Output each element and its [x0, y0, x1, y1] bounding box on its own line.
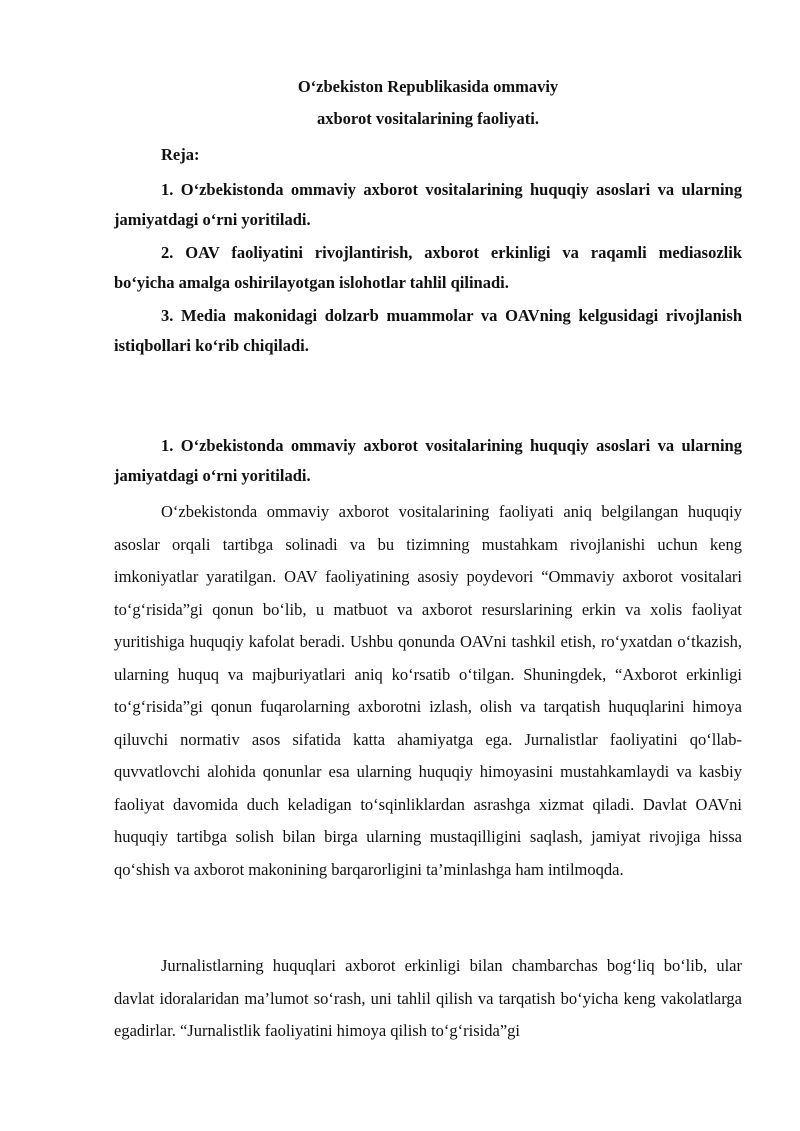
section-heading: 1. O‘zbekistonda ommaviy axborot vositalarining huquqiy asoslari va ularning jamiyatdagi o‘rni yoritiladi.	[114, 436, 742, 485]
plan-item-3: 3. Media makonidagi dolzarb muammolar va OAVning kelgusidagi rivojlanish istiqbollari ko‘rib chiqiladi.	[114, 306, 742, 355]
document-title-line-1: O‘zbekiston Republikasida ommaviy	[297, 77, 559, 96]
body-paragraph-1: O‘zbekistonda ommaviy axborot vositalarining faoliyati aniq belgilangan huquqiy asoslar orqali tartibga solinadi va bu tizimning mustahkam rivojlanishi uchun keng imkoniyatlar yaratilgan. OAV faoliyatining asosiy poydevori “Ommaviy axborot vositalari to‘g‘risida”gi qonun bo‘lib, u matbuot va axborot resurslarining erkin va xolis faoliyat yuritishiga huquqiy kafolat beradi. Ushbu qonunda OAVni tashkil etish, ro‘yxatdan o‘tkazish, ularning huquq va majburiyatlari aniq ko‘rsatib o‘tilgan. Shuningdek, “Axborot erkinligi to‘g‘risida”gi qonun fuqarolarning axborotni izlash, olish va tarqatish huquqlarini himoya qiluvchi normativ asos sifatida katta ahamiyatga ega. Jurnalistlar faoliyatini qo‘llab-quvvatlovchi alohida qonunlar esa ularning huquqiy himoyasini mustahkamlaydi va kasbiy faoliyat davomida duch keladigan to‘sqinliklardan asrashga xizmat qiladi. Davlat OAVni huquqiy tartibga solish bilan birga ularning mustaqilligini saqlash, jamiyat rivojiga hissa qo‘shish va axborot makonining barqarorligini ta’minlashga ham intilmoqda.	[114, 502, 742, 879]
plan-label: Reja:	[161, 145, 200, 164]
plan-item-2: 2. OAV faoliyatini rivojlantirish, axborot erkinligi va raqamli mediasozlik bo‘yicha amalga oshirilayotgan islohotlar tahlil qilinadi.	[114, 243, 742, 292]
body-paragraph-2: Jurnalistlarning huquqlari axborot erkinligi bilan chambarchas bog‘liq bo‘lib, ular davlat idoralaridan ma’lumot so‘rash, uni tahlil qilish va tarqatish bo‘yicha keng vakolatlarga egadirlar. “Jurnalistlik faoliyatini himoya qilish to‘g‘risida”gi	[114, 956, 742, 1040]
document-title-line-2: axborot vositalarining faoliyati.	[317, 109, 539, 128]
plan-item-1: 1. O‘zbekistonda ommaviy axborot vositalarining huquqiy asoslari va ularning jamiyatdagi o‘rni yoritiladi.	[114, 180, 742, 229]
